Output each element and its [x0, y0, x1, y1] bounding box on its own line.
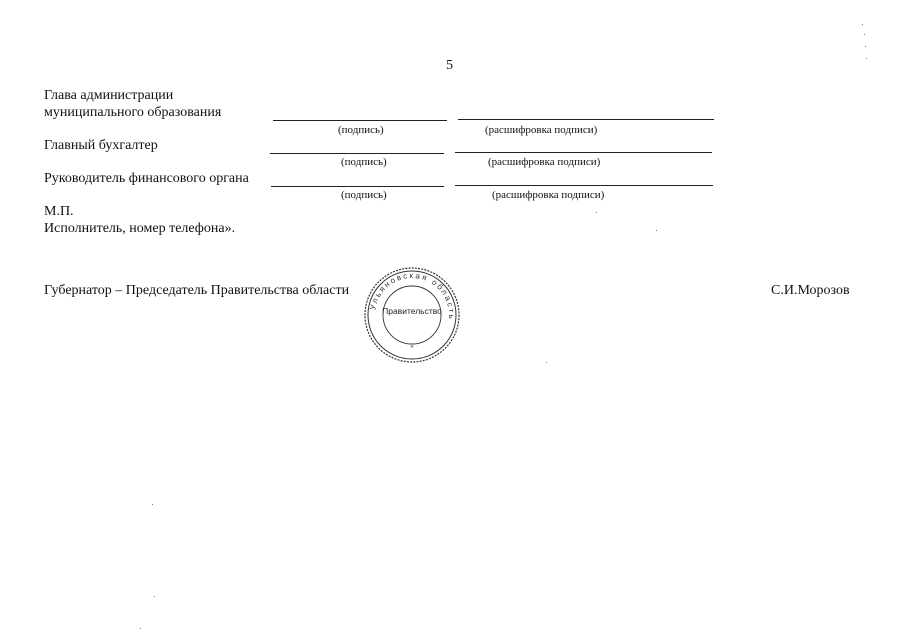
scan-speck [656, 230, 657, 231]
scan-speck [864, 34, 865, 35]
official-seal-stamp [362, 265, 462, 365]
governor-title: Губернатор – Председатель Правительства области [44, 283, 350, 298]
executor-phone-line: Исполнитель, номер телефона». [44, 221, 236, 236]
seal-place-mark: М.П. [44, 204, 74, 219]
signature-decode-line [455, 152, 712, 153]
scan-speck [546, 362, 547, 363]
label-head-of-administration-line2: муниципального образования [44, 105, 222, 120]
signature-decode-line [458, 119, 714, 120]
label-head-of-administration-line1: Глава администрации [44, 88, 174, 103]
signature-decode-caption: (расшифровка подписи) [492, 189, 605, 201]
signature-decode-caption: (расшифровка подписи) [485, 124, 598, 136]
svg-text:Правительство: Правительство [382, 306, 442, 316]
signature-caption: (подпись) [341, 189, 387, 201]
signature-line [273, 120, 447, 121]
label-head-of-financial-body: Руководитель финансового органа [44, 171, 249, 186]
label-chief-accountant: Главный бухгалтер [44, 138, 158, 153]
signature-decode-caption: (расшифровка подписи) [488, 156, 601, 168]
signature-line [270, 153, 444, 154]
scan-speck [154, 596, 155, 597]
scan-speck [140, 628, 141, 629]
scan-speck [596, 212, 597, 213]
svg-text:Ульяновская область: Ульяновская область [368, 270, 457, 322]
signature-line [271, 186, 444, 187]
signature-caption: (подпись) [341, 156, 387, 168]
signature-decode-line [455, 185, 713, 186]
scan-speck [865, 46, 866, 47]
scan-speck [862, 24, 863, 25]
scan-speck [866, 58, 867, 59]
signature-caption: (подпись) [338, 124, 384, 136]
governor-name: С.И.Морозов [771, 283, 850, 298]
scan-speck [152, 504, 153, 505]
svg-text:*: * [410, 344, 414, 352]
page-number: 5 [446, 58, 453, 73]
